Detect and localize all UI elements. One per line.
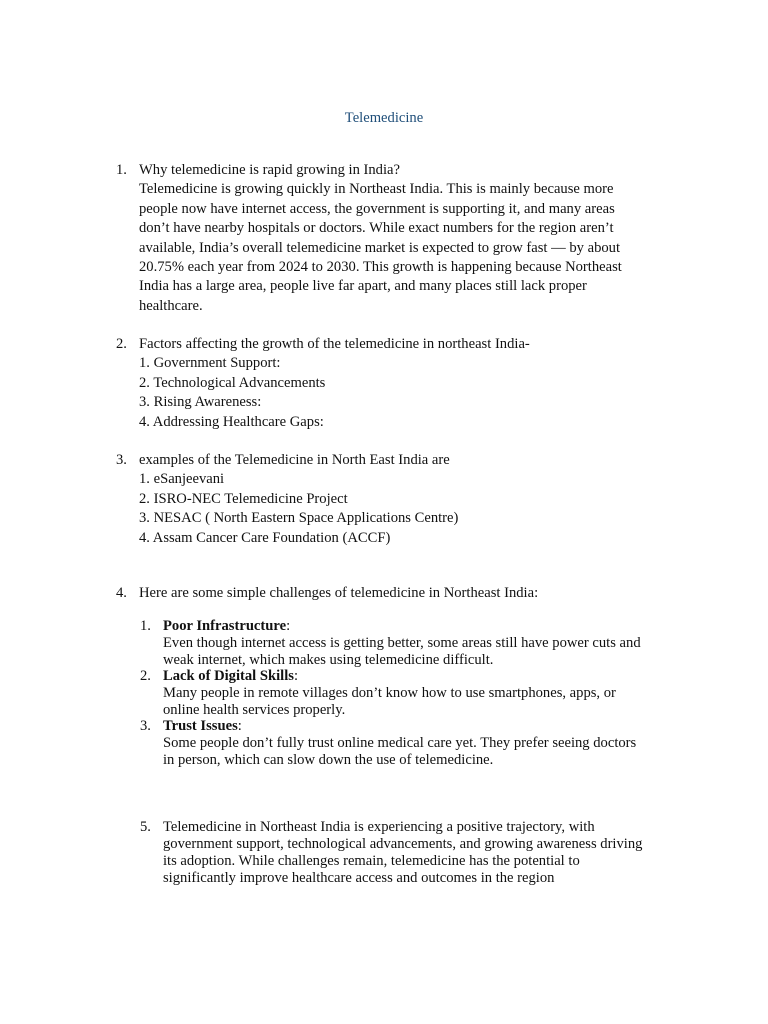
challenge-title: Poor Infrastructure xyxy=(163,618,287,634)
paragraph-line: online health services properly. xyxy=(163,701,346,718)
section-2 xyxy=(116,335,676,432)
paragraph-line: people now have internet access, the government is supporting it, and many areas xyxy=(139,200,615,217)
list-number: 4. xyxy=(116,585,127,601)
paragraph-line: Even though internet access is getting better, some areas still have power cuts and xyxy=(163,634,641,651)
list-number: 1. xyxy=(140,618,151,634)
list-item: 4. Assam Cancer Care Foundation (ACCF) xyxy=(139,529,391,546)
paragraph-line: its adoption. While challenges remain, telemedicine has the potential to xyxy=(163,852,580,869)
paragraph-line: India has a large area, people live far apart, and many places still lack proper xyxy=(139,278,587,295)
list-item: 2. ISRO-NEC Telemedicine Project xyxy=(139,490,348,507)
paragraph-line: don’t have nearby hospitals or doctors. While exact numbers for the region aren’t xyxy=(139,220,614,237)
section-5 xyxy=(140,819,680,887)
paragraph-line: significantly improve healthcare access and outcomes in the region xyxy=(163,869,555,886)
paragraph-line: Telemedicine is growing quickly in Northeast India. This is mainly because more xyxy=(139,181,614,198)
paragraph-line: available, India’s overall telemedicine market is expected to grow fast — by about xyxy=(139,239,621,256)
paragraph-line: Many people in remote villages don’t know how to use smartphones, apps, or xyxy=(163,684,616,701)
list-item: 4. Addressing Healthcare Gaps: xyxy=(139,413,324,430)
paragraph-line: government support, technological advancements, and growing awareness driving xyxy=(163,835,643,852)
paragraph-line: in person, which can slow down the use of telemedicine. xyxy=(163,751,494,768)
section-1 xyxy=(116,161,676,316)
list-number: 3. xyxy=(140,718,151,734)
list-item: 3. NESAC ( North Eastern Space Applications Centre) xyxy=(139,510,459,527)
challenge-3 xyxy=(140,718,680,769)
paragraph-line: weak internet, which makes using telemedicine difficult. xyxy=(163,651,494,668)
list-number: 1. xyxy=(116,162,127,178)
list-number: 2. xyxy=(116,336,127,352)
list-number: 5. xyxy=(140,819,151,835)
list-item: 1. eSanjeevani xyxy=(139,471,225,488)
section-4 xyxy=(116,584,676,603)
paragraph-line: healthcare. xyxy=(139,297,203,314)
challenge-title: Lack of Digital Skills xyxy=(163,668,294,684)
paragraph-line: Telemedicine in Northeast India is experiencing a positive trajectory, with xyxy=(163,819,595,835)
paragraph-line: 20.75% each year from 2024 to 2030. This growth is happening because Northeast xyxy=(139,259,622,276)
challenge-colon: : xyxy=(293,668,299,684)
challenge-1 xyxy=(140,618,680,669)
list-item: 1. Government Support: xyxy=(139,355,281,372)
section-4-heading: Here are some simple challenges of telemedicine in Northeast India: xyxy=(139,585,539,601)
section-2-heading: Factors affecting the growth of the telemedicine in northeast India- xyxy=(139,336,530,352)
challenge-2 xyxy=(140,668,680,719)
section-3 xyxy=(116,451,676,548)
challenge-title: Trust Issues xyxy=(163,718,238,734)
document-title: Telemedicine xyxy=(344,110,424,126)
list-number: 2. xyxy=(140,668,151,684)
challenge-colon: : xyxy=(286,618,291,634)
challenge-colon: : xyxy=(237,718,242,734)
list-number: 3. xyxy=(116,452,127,468)
list-item: 3. Rising Awareness: xyxy=(139,394,262,411)
paragraph-line: Some people don’t fully trust online medical care yet. They prefer seeing doctors xyxy=(163,734,637,751)
section-3-heading: examples of the Telemedicine in North East India are xyxy=(139,452,450,468)
list-item: 2. Technological Advancements xyxy=(139,374,326,391)
section-1-question: Why telemedicine is rapid growing in India? xyxy=(139,162,400,178)
